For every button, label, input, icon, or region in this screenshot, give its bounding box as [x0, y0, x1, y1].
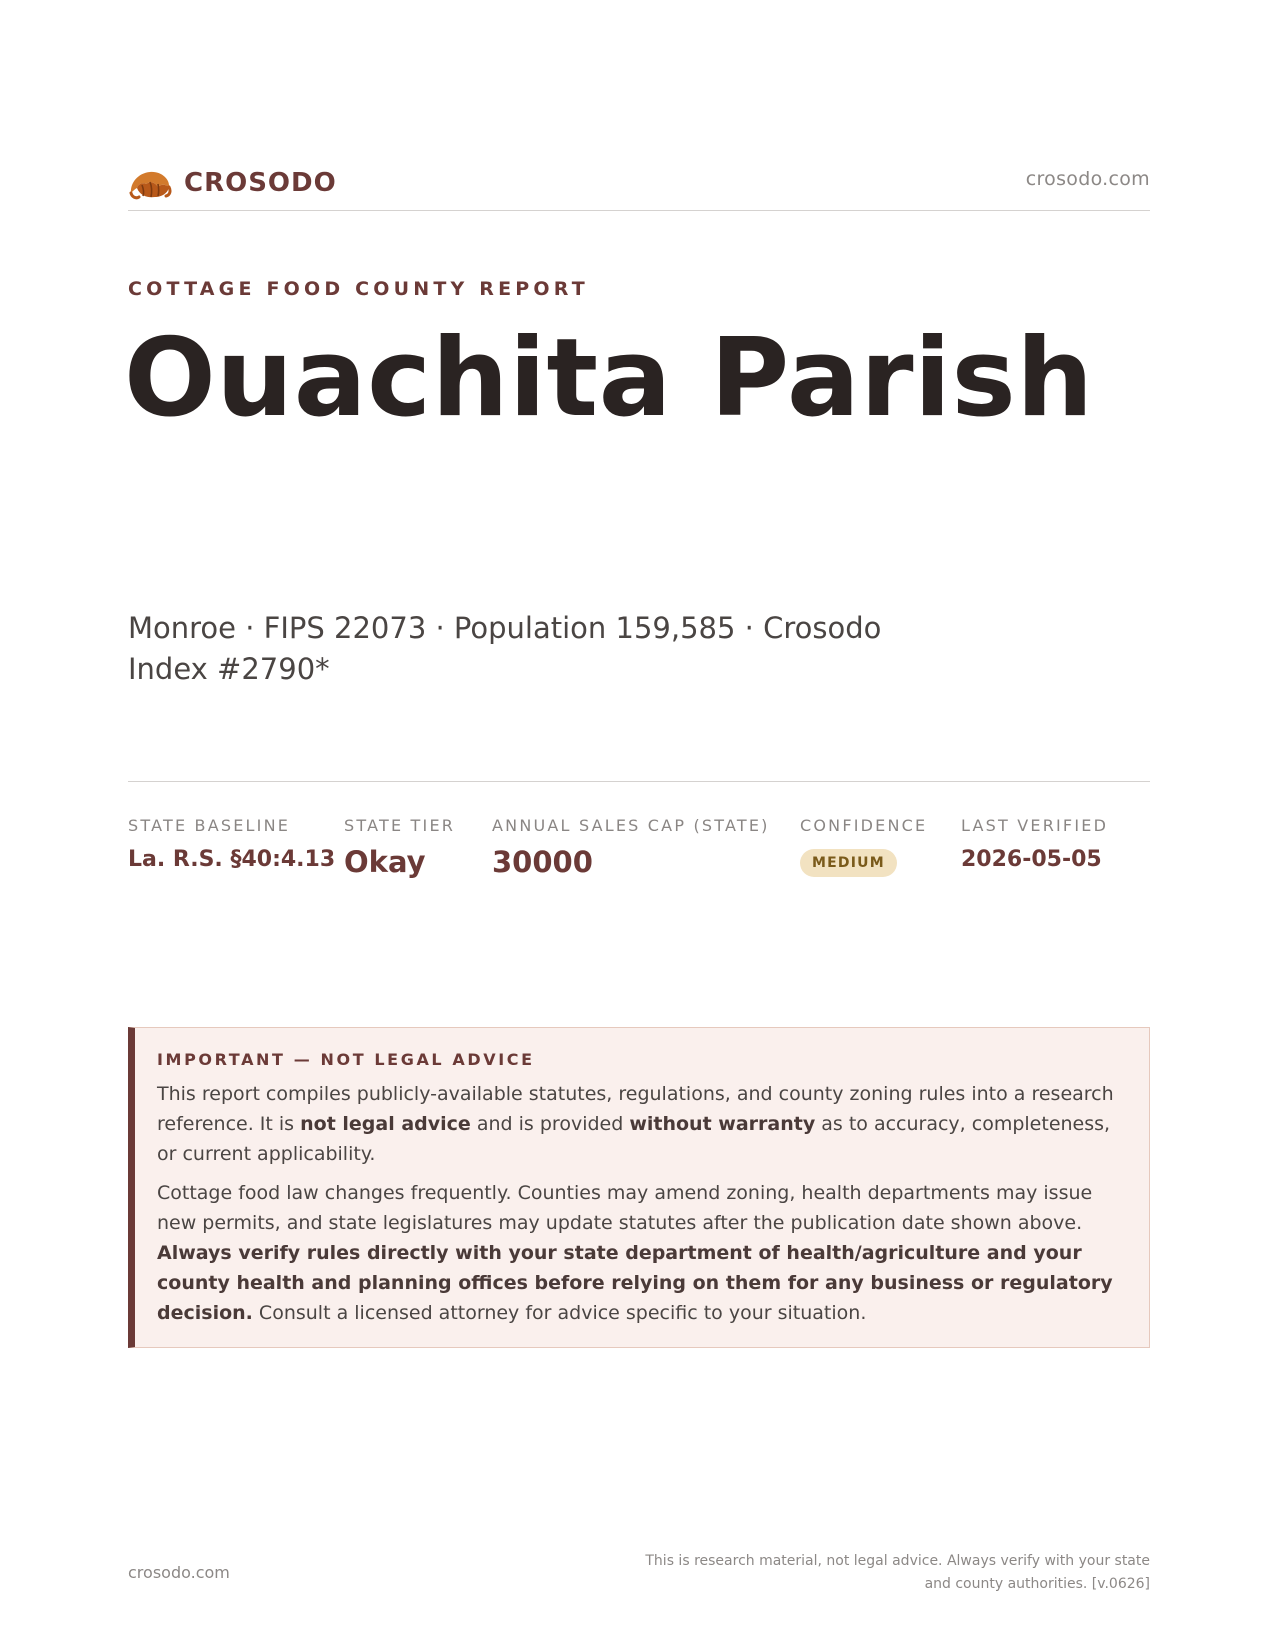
croissant-icon	[128, 163, 172, 203]
stat-label: STATE TIER	[344, 816, 456, 835]
notice-paragraph	[157, 1079, 1129, 1169]
stat-sales-cap	[492, 816, 770, 879]
notice-text: This report compiles publicly-available statutes, regulations, and county zoning rules into a research reference. It is	[157, 1083, 1114, 1135]
notice-emphasis: without warranty	[629, 1113, 816, 1135]
notice-emphasis: not legal advice	[300, 1113, 471, 1135]
notice-text: Cottage food law changes frequently. Counties may amend zoning, health departments may issue new permits, and state legislatures may update statutes after the publication date shown above.	[157, 1182, 1093, 1234]
divider	[128, 781, 1150, 782]
stat-state-baseline	[128, 816, 335, 872]
site-link[interactable]: crosodo.com	[1025, 168, 1150, 190]
confidence-badge: MEDIUM	[800, 849, 897, 877]
notice-paragraph	[157, 1178, 1129, 1328]
stat-value: Okay	[344, 845, 426, 879]
county-meta: Monroe · FIPS 22073 · Population 159,585 · Crosodo Index #2790*	[128, 611, 882, 686]
notice-text: and is provided	[470, 1113, 630, 1135]
stat-last-verified	[961, 816, 1108, 872]
stat-state-tier	[344, 816, 455, 879]
footer-disclaimer: This is research material, not legal advice. Always verify with your state and county authorities. [v.0626]	[645, 1553, 1150, 1592]
stat-value: 30000	[492, 845, 593, 879]
report-eyebrow: COTTAGE FOOD COUNTY REPORT	[128, 278, 589, 300]
stat-label: ANNUAL SALES CAP (STATE)	[492, 816, 770, 835]
legal-notice	[128, 1027, 1150, 1348]
brand[interactable]	[128, 163, 337, 203]
stat-label: STATE BASELINE	[128, 816, 291, 835]
page-title: Ouachita Parish	[124, 316, 1094, 441]
footer-site[interactable]: crosodo.com	[128, 1563, 230, 1582]
brand-name: CROSODO	[184, 168, 337, 198]
stat-label: CONFIDENCE	[800, 816, 928, 835]
notice-emphasis: Always verify rules directly with your state department of health/agriculture and your county health and planning offices before relying on them for any business or regulatory decision.	[157, 1242, 1113, 1324]
notice-text: Consult a licensed attorney for advice specific to your situation.	[252, 1302, 867, 1324]
notice-title: IMPORTANT — NOT LEGAL ADVICE	[157, 1050, 535, 1069]
notice-text: as to accuracy, completeness, or current applicability.	[157, 1113, 1111, 1165]
report-page	[124, 0, 1150, 1650]
stat-label: LAST VERIFIED	[961, 816, 1109, 835]
stat-confidence	[800, 816, 927, 877]
header-bar	[128, 158, 1150, 211]
stat-value: 2026-05-05	[961, 847, 1102, 872]
stat-value: La. R.S. §40:4.13	[128, 847, 336, 872]
